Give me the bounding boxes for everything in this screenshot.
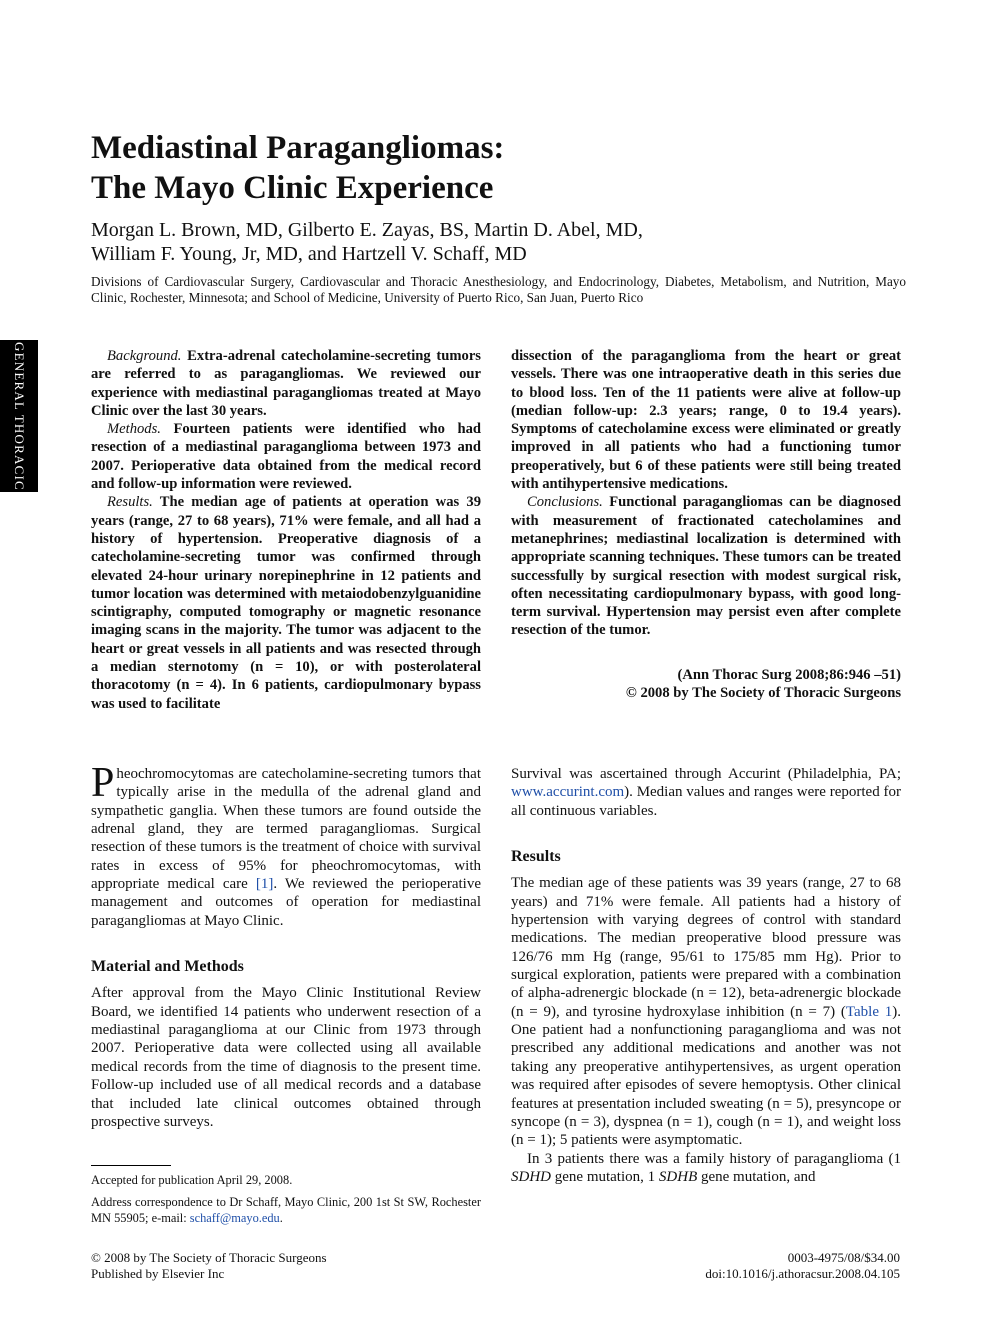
author-name: Morgan L. Brown, (91, 219, 246, 241)
methods-heading: Material and Methods (91, 958, 244, 976)
author-line-1 (91, 218, 911, 242)
abstract-left-column (91, 347, 481, 713)
abstract-methods-label: Methods. (107, 421, 161, 438)
abstract-background-text: Extra-adrenal catecholamine-secreting tumors are referred to as paragangliomas. We reviewed our experience with mediastinal paragangliomas treated at Mayo Clinic over the last 30 years. (91, 348, 481, 419)
methods-continued (511, 765, 901, 820)
abstract-conclusions (511, 493, 901, 639)
article-title (91, 128, 891, 208)
abstract-conclusions-label: Conclusions. (527, 494, 603, 511)
citation-block (511, 666, 901, 703)
body-left-column (91, 760, 481, 1131)
results-paragraph-2 (511, 1150, 901, 1187)
section-tab (0, 340, 38, 492)
intro-paragraph (91, 760, 481, 930)
intro-text-end: . We reviewed the perioperative management and outcomes of operation for mediastinal paragangliomas at Mayo Clinic. (91, 876, 481, 929)
abstract-background-label: Background. (107, 348, 182, 364)
results-p2-text: gene mutation, and (697, 1168, 816, 1185)
methods-paragraph: After approval from the Mayo Clinic Institutional Review Board, we identified 14 patients who underwent resection of a mediastinal paraganglioma at our Clinic from 1973 through 2007. Perioperative data were collected using all available medical records from the time of diagnosis to the present time. Follow-up included use of all medical records and a database that included late clinical outcomes obtained through prospective surveys. (91, 985, 481, 1130)
intro-text: heochromocytomas are catecholamine-secreting tumors that typically arise in the medulla of the adrenal gland and sympathetic ganglia. When these tumors are found outside the adrenal gland, they are termed paragangliomas. Surgical resection of these tumors is the treatment of choice with survival rates in excess of 95% for pheochromocytomas, with appropriate medical care (91, 766, 481, 893)
footnote-rule (91, 1165, 171, 1166)
footer-publisher: Published by Elsevier Inc (91, 1266, 225, 1281)
footer-right (705, 1250, 900, 1282)
results-text-end: ). One patient had a nonfunctioning paraganglioma and was not prescribed any additional medications and another was not taking any preoperative antihypertensives, as urgent operation was required after episodes of severe hemoptysis. Other clinical features at presentation included sweating (n = 5), presyncope or syncope (n = 3), dyspnea (n = 1), cough (n = 1), and weight loss (n = 1); 5 patients were asymptomatic. (511, 1003, 901, 1149)
methods-continued-end: ). Median values and ranges were reported for all continuous variables. (511, 784, 901, 819)
footer-copyright: © 2008 by The Society of Thoracic Surgeons (91, 1250, 327, 1265)
accepted-note: Accepted for publication April 29, 2008. (91, 1173, 293, 1187)
author-name: William F. Young, Jr, (91, 243, 266, 265)
citation: (Ann Thorac Surg 2008;86:946 –51) (677, 666, 901, 683)
abstract-right-column (511, 347, 901, 702)
footnotes (91, 1165, 481, 1232)
body-right-column (511, 765, 901, 1186)
table-1-link[interactable]: Table 1 (845, 1003, 893, 1020)
address-end: . (279, 1211, 283, 1225)
author-line-2 (91, 242, 911, 266)
footer-left (91, 1250, 327, 1282)
abstract-results-label: Results. (107, 494, 153, 511)
title-line-1: Mediastinal Paragangliomas: (91, 130, 505, 166)
abstract-background (91, 347, 481, 420)
abstract-results-continued: dissection of the paraganglioma from the heart or great vessels. There was one intraoperative death in this series due to blood loss. Ten of the 11 patients were alive at follow-up (median follow-up: 2.3 years; range, 0 to 19.4 years). Symptoms of catecholamine excess were eliminated or greatly improved in all patients who had a functioning tumor preoperatively, but 6 of these patients were still being treated with antihypertensive medications. (511, 348, 901, 493)
abstract-methods-text: Fourteen patients were identified who had resection of a mediastinal paraganglioma between 1973 and 2007. Perioperative data obtained from the medical record and follow-up information were reviewed. (91, 421, 481, 493)
author-list (91, 218, 911, 266)
title-line-2: The Mayo Clinic Experience (91, 170, 494, 206)
abstract-copyright: © 2008 by The Society of Thoracic Surgeons (625, 685, 901, 702)
reference-link[interactable]: [1] (255, 876, 274, 893)
abstract-conclusions-text: Functional paragangliomas can be diagnosed with measurement of fractionated catecholamines and metanephrines; mediastinal localization is determined with appropriate scanning techniques. These tumors can be treated successfully by surgical resection with modest surgical risk, often necessitating cardiopulmonary bypass, with good long-term survival. Hypertension may persist even after complete resection of the tumor. (511, 494, 901, 639)
address-text: Address correspondence to Dr Schaff, Mayo Clinic, 200 1st St SW, Rochester MN 55905; e-mail: (91, 1195, 481, 1225)
abstract-results-text: The median age of patients at operation was 39 years (range, 27 to 68 years), 71% were female, and all had a history of hypertension. Preoperative diagnosis of a catecholamine-secreting tumor was confirmed through elevated 24-hour urinary norepinephrine in 12 patients and tumor location was determined with metaiodobenzylguanidine scintigraphy, computed tomography or magnetic resonance imaging scans in the majority. The tumor was adjacent to the heart or great vessels in all patients and was resected through a median sternotomy (n = 10), or with posterolateral thoracotomy (n = 4). In 6 patients, cardiopulmonary bypass was used to facilitate (91, 494, 481, 712)
author-separator: , (637, 219, 643, 241)
author-degree: BS (439, 219, 464, 241)
abstract-results (91, 493, 481, 713)
author-name: , Martin D. Abel, (463, 219, 606, 241)
author-name: , and Hartzell V. Schaff, (297, 243, 495, 265)
accurint-link[interactable]: www.accurint.com (511, 784, 625, 801)
email-link[interactable]: schaff@mayo.edu (189, 1211, 280, 1225)
author-degree: MD (245, 219, 278, 241)
drop-cap: P (91, 760, 115, 806)
author-degree: MD (605, 219, 638, 241)
results-heading: Results (511, 848, 561, 866)
address-note (91, 1194, 481, 1226)
affiliations: Divisions of Cardiovascular Surgery, Cardiovascular and Thoracic Anesthesiology, and Endocrinology, Diabetes, Metabolism, and Nutrition, Mayo Clinic, Rochester, Minnesota; and School of Medicine, University of Puerto Rico, San Juan, Puerto Rico (91, 274, 906, 305)
results-paragraph-1 (511, 874, 901, 1149)
footer-issn: 0003-4975/08/$34.00 (787, 1250, 900, 1265)
results-text: The median age of these patients was 39 years (range, 27 to 68 years) and 71% were female. All patients had a history of hypertension with varying degrees of control with standard medications. The median preoperative blood pressure was 126/76 mm Hg (range, 95/61 to 175/85 mm Hg). Prior to surgical exploration, patients were prepared with a combination of alpha-adrenergic blockade (n = 12), beta-adrenergic blockade (n = 9), and tyrosine hydroxylase inhibition (n = 7) ( (511, 875, 901, 1020)
results-p2-text: gene mutation, 1 (551, 1168, 659, 1185)
results-p2-text: In 3 patients there was a family history of paraganglioma (1 (527, 1150, 901, 1167)
abstract-methods (91, 420, 481, 493)
gene-name: SDHB (658, 1168, 698, 1185)
section-tab-label: GENERAL THORACIC (12, 341, 27, 491)
methods-continued-text: Survival was ascertained through Accurint (Philadelphia, PA; (511, 766, 901, 782)
author-degree: MD (494, 243, 527, 265)
author-name: , Gilberto E. Zayas, (277, 219, 440, 241)
footer-doi: doi:10.1016/j.athoracsur.2008.04.105 (705, 1266, 900, 1281)
author-degree: MD (265, 243, 298, 265)
gene-name: SDHD (511, 1168, 551, 1185)
